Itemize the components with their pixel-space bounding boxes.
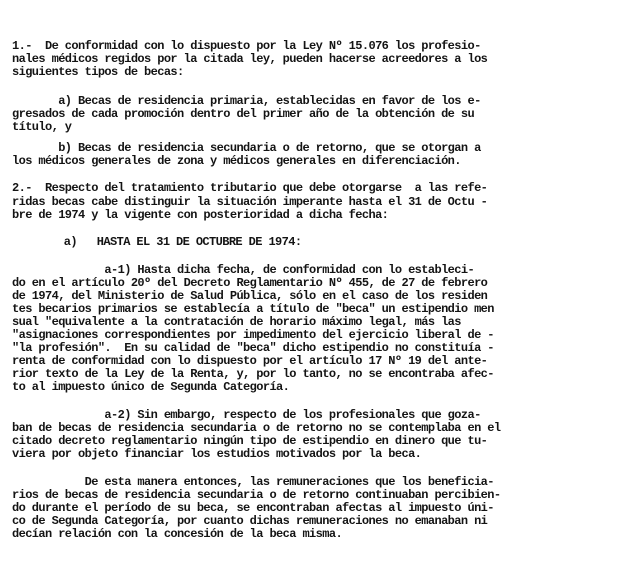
para-a1-line-8: renta de conformidad con lo dispuesto por el artículo 17 Nº 19 del ante- [12,354,488,368]
conclusion-line-4: co de Segunda Categoría, por cuanto dichas remuneraciones no emanaban ni [12,514,488,528]
para-a1-line-3: de 1974, del Ministerio de Salud Pública, sólo en el caso de los residen [12,289,488,303]
conclusion-line-3: do durante el período de su beca, se encontraban afectas al impuesto úni- [12,501,494,515]
item-b-line-1: b) Becas de residencia secundaria o de retorno, que se otorgan a [12,141,481,155]
section-1-line-1: 1.- De conformidad con lo dispuesto por la Ley Nº 15.076 los profesio- [12,39,481,53]
para-a1-line-10: to al impuesto único de Segunda Categoría. [12,380,290,394]
para-a1-line-6: "asignaciones correspondientes por impedimento del ejercicio liberal de - [12,328,494,342]
item-a-line-3: título, y [12,120,72,134]
section-1-line-2: nales médicos regidos por la citada ley, pueden hacerse acreedores a los [12,52,488,66]
conclusion-line-2: rios de becas de residencia secundaria o de retorno continuaban percibien- [12,488,501,502]
heading-a-line-1: a) HASTA EL 31 DE OCTUBRE DE 1974: [44,235,302,249]
section-2-line-1: 2.- Respecto del tratamiento tributario que debe otorgarse a las refe- [12,181,488,195]
section-2-line-3: bre de 1974 y la vigente con posterioridad a dicha fecha: [12,208,389,222]
para-a1-line-9: rior texto de la Ley de la Renta, y, por lo tanto, no se encontraba afec- [12,367,494,381]
para-a2-line-3: citado decreto reglamentario ningún tipo de estipendio en dinero que tu- [12,434,488,448]
para-a2-line-2: ban de becas de residencia secundaria o de retorno no se contemplaba en el [12,421,501,435]
conclusion-line-5: decían relación con la concesión de la beca misma. [12,527,343,541]
conclusion-line-1: De esta manera entonces, las remuneraciones que los beneficia- [12,475,494,489]
para-a1-line-5: sual "equivalente a la contratación de horario máximo legal, más las [12,315,461,329]
item-b-line-2: los médicos generales de zona y médicos generales en diferenciación. [12,154,461,168]
para-a2-line-4: viera por objeto financiar los estudios motivados por la beca. [12,447,422,461]
para-a1-line-7: "la profesión". En su calidad de "beca" dicho estipendio no constituía - [12,341,494,355]
section-2-line-2: ridas becas cabe distinguir la situación imperante hasta el 31 de Octu - [12,195,488,209]
item-a-line-2: gresados de cada promoción dentro del primer año de la obtención de su [12,107,475,121]
para-a1-line-4: tes becarios primarios se establecía a título de "beca" un estipendio men [12,302,494,316]
para-a1-line-2: do en el artículo 20º del Decreto Reglamentario Nº 455, de 27 de febrero [12,276,488,290]
section-1-line-3: siguientes tipos de becas: [12,65,184,79]
item-a-line-1: a) Becas de residencia primaria, establecidas en favor de los e- [12,94,481,108]
para-a2-line-1: a-2) Sin embargo, respecto de los profesionales que goza- [12,408,481,422]
para-a1-line-1: a-1) Hasta dicha fecha, de conformidad con lo estableci- [12,263,475,277]
